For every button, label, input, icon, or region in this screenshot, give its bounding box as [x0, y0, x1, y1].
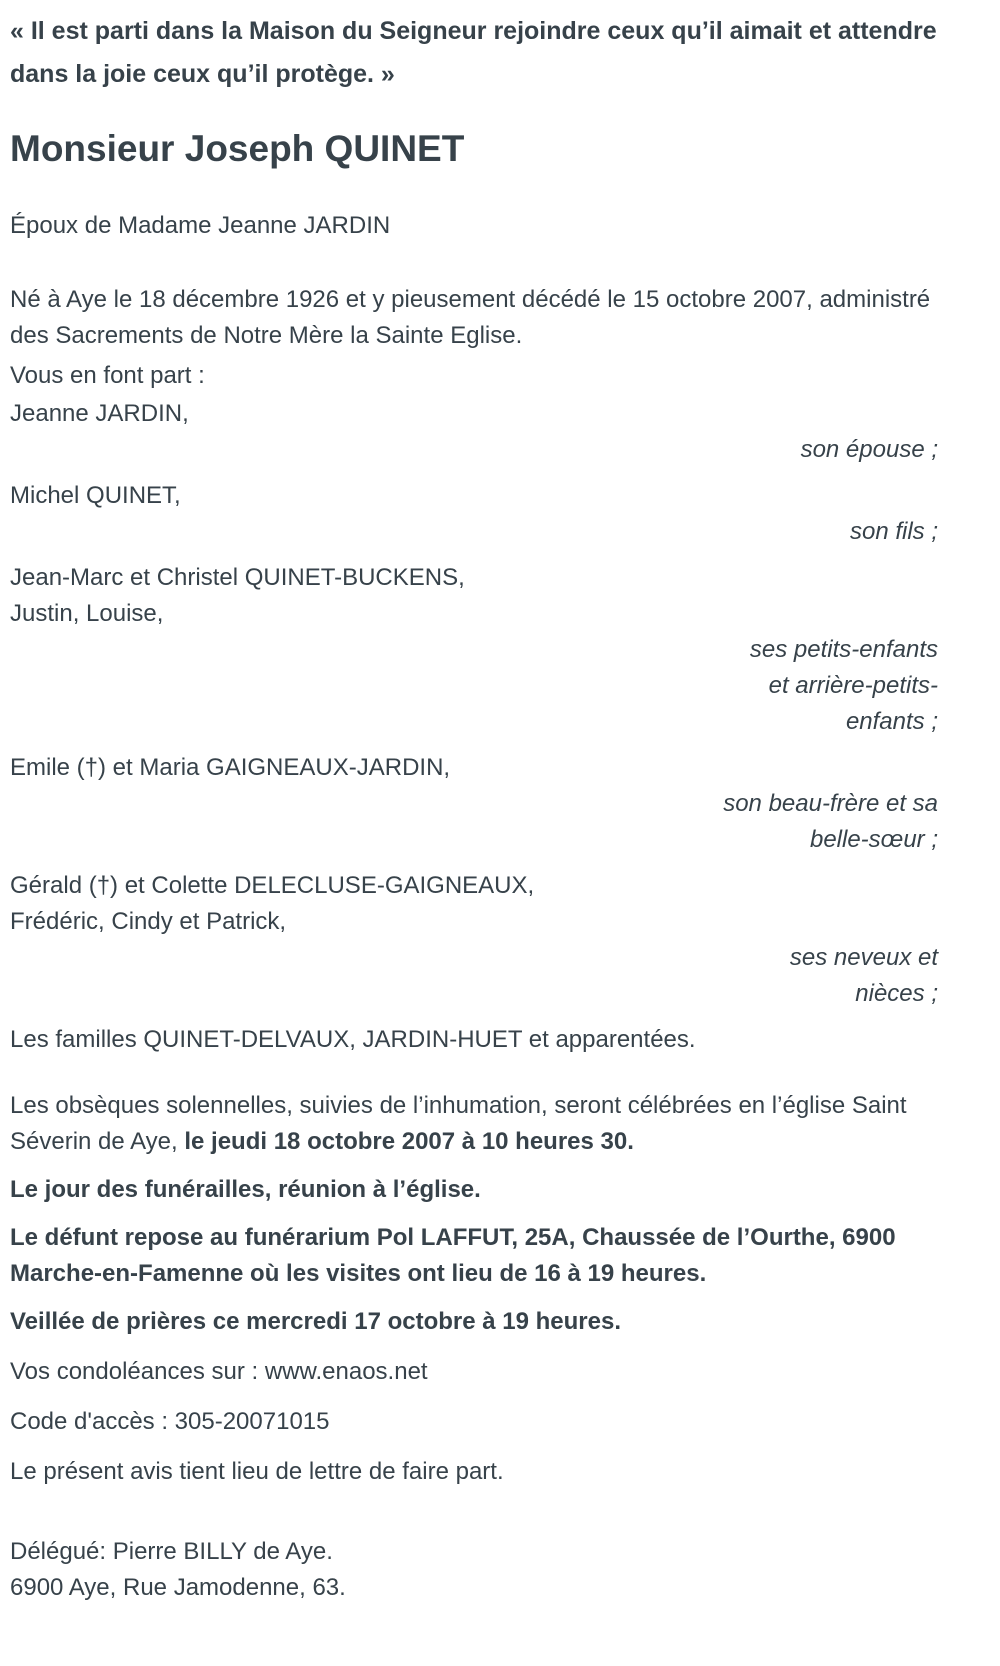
family-entry-spouse — [10, 396, 938, 468]
family-relation-line: nièces ; — [855, 980, 938, 1007]
family-relation-line: belle-sœur ; — [809, 826, 938, 853]
family-relation-line: enfants ; — [845, 708, 938, 735]
announcement-intro: Vous en font part : — [10, 362, 205, 389]
family-list — [10, 396, 938, 1012]
delegate-line: Délégué: Pierre BILLY de Aye. — [10, 1538, 333, 1565]
vigil-line: Veillée de prières ce mercredi 17 octobre à 19 heures. — [10, 1308, 622, 1335]
funerarium-line: Le défunt repose au funérarium Pol LAFFUT, 25A, Chaussée de l’Ourthe, 6900 Marche-en-Famenne où les visites ont lieu de 16 à 19 heures. — [10, 1224, 896, 1287]
family-relation-line: et arrière-petits- — [768, 672, 938, 699]
legal-notice-line: Le présent avis tient lieu de lettre de faire part. — [10, 1458, 504, 1485]
family-relation-line: son fils ; — [849, 518, 938, 545]
family-name-line: Jeanne JARDIN, — [10, 400, 189, 427]
family-entry-inlaws — [10, 750, 938, 858]
family-entry-nephews — [10, 868, 938, 1012]
family-entry-son — [10, 478, 938, 550]
family-entry-grandchildren — [10, 560, 938, 740]
reunion-line: Le jour des funérailles, réunion à l’église. — [10, 1176, 481, 1203]
family-name-line: Emile (†) et Maria GAIGNEAUX-JARDIN, — [10, 754, 451, 781]
funeral-date-bold: le jeudi 18 octobre 2007 à 10 heures 30. — [184, 1128, 634, 1155]
family-relation-line: son épouse ; — [800, 436, 938, 463]
family-relation-line: son beau-frère et sa — [723, 790, 938, 817]
condolences-line: Vos condoléances sur : www.enaos.net — [10, 1358, 428, 1385]
family-relation-line: ses neveux et — [789, 944, 938, 971]
birth-death-paragraph: Né à Aye le 18 décembre 1926 et y pieusement décédé le 15 octobre 2007, administré des Sacrements de Notre Mère la Sainte Eglise. — [10, 286, 931, 349]
family-name-line: Justin, Louise, — [10, 600, 164, 627]
funeral-paragraph — [10, 1088, 938, 1160]
address-line: 6900 Aye, Rue Jamodenne, 63. — [10, 1574, 346, 1601]
related-families-line: Les familles QUINET-DELVAUX, JARDIN-HUET et apparentées. — [10, 1026, 696, 1053]
family-name-line: Gérald (†) et Colette DELECLUSE-GAIGNEAUX, — [10, 872, 535, 899]
family-relation-line: ses petits-enfants — [749, 636, 938, 663]
access-code-line: Code d'accès : 305-20071015 — [10, 1408, 330, 1435]
spouse-line: Époux de Madame Jeanne JARDIN — [10, 212, 391, 239]
funeral-text: Les obsèques solennelles, suivies de l’inhumation, seront célébrées en l’église Saint Séverin de Aye, — [10, 1092, 907, 1155]
deceased-name-title: Monsieur Joseph QUINET — [10, 128, 465, 169]
opening-quote: « Il est parti dans la Maison du Seigneur rejoindre ceux qu’il aimait et attendre dans la joie ceux qu’il protège. » — [10, 17, 937, 88]
family-name-line: Frédéric, Cindy et Patrick, — [10, 908, 287, 935]
family-name-line: Jean-Marc et Christel QUINET-BUCKENS, — [10, 564, 465, 591]
family-name-line: Michel QUINET, — [10, 482, 181, 509]
delegate-block — [10, 1534, 938, 1606]
